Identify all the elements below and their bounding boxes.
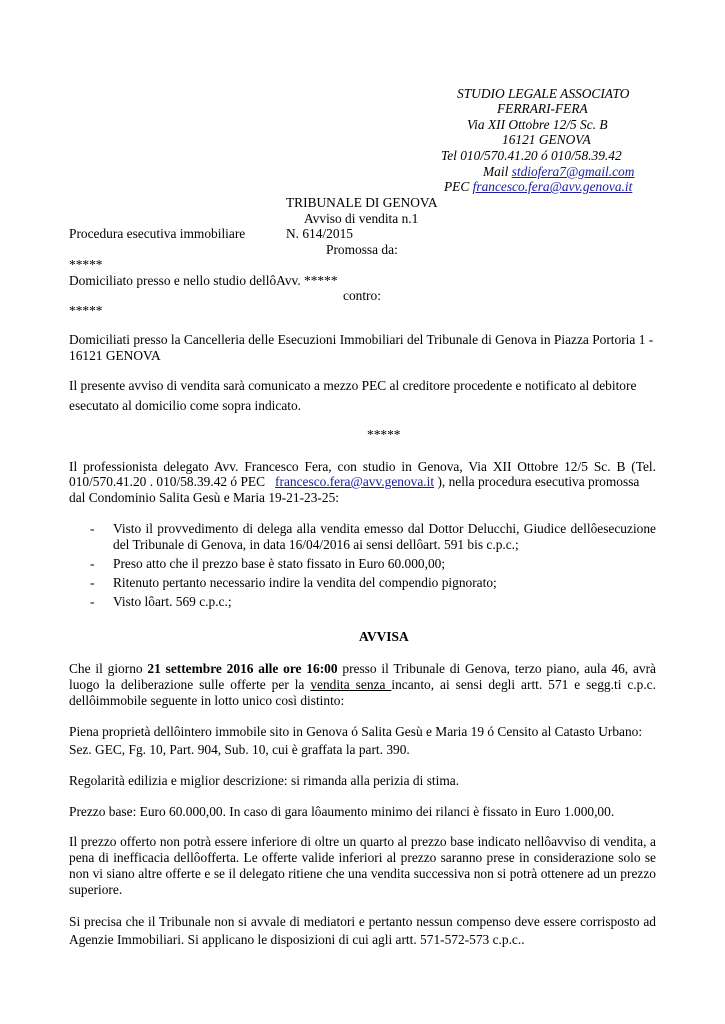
firm-mail	[483, 164, 634, 179]
bullet-dash: -	[90, 575, 95, 590]
offer-rules-line3: non vi siano altre offerte e se il delegato ritiene che una vendita successiva non si potrà ottenere ad un prezzo	[69, 866, 656, 881]
pec-label: PEC	[444, 179, 473, 194]
offer-rules-line2: pena di inefficacia dellôofferta. Le offerte valide inferiori al prezzo saranno prese in considerazione solo se	[69, 850, 656, 865]
delegate-line1: Il professionista delegato Avv. Francesco Fera, con studio in Genova, Via XII Ottobre 12/5 Sc. B (Tel.	[69, 459, 656, 474]
section-stars: *****	[367, 427, 401, 442]
auction-line3: dellôimmobile seguente in lotto unico così distinto:	[69, 693, 345, 708]
mail-label: Mail	[483, 164, 512, 179]
bullet-text-line1: Visto lôart. 569 c.p.c.;	[113, 594, 232, 609]
notice-paragraph-line2: esecutato al domicilio come sopra indicato.	[69, 398, 302, 413]
auction-line2-end: incanto, ai sensi degli artt. 571 e segg.ti c.p.c.	[391, 677, 656, 692]
bullet-text-line1: Preso atto che il prezzo base è stato fissato in Euro 60.000,00;	[113, 556, 446, 571]
debtor-domicile-line2: 16121 GENOVA	[69, 348, 161, 363]
property-line2: Sez. GEC, Fg. 10, Part. 904, Sub. 10, cui è graffata la part. 390.	[69, 742, 410, 757]
delegate-phones: 010/570.41.20 . 010/58.39.42 ó PEC	[69, 474, 266, 489]
property-line1: Piena proprietà dellôintero immobile sito in Genova ó Salita Gesù e Maria 19 ó Censito al Catasto Urbano:	[69, 724, 643, 739]
bullet-dash: -	[90, 594, 95, 609]
firm-address: Via XII Ottobre 12/5 Sc. B	[467, 117, 608, 132]
bullet-dash: -	[90, 556, 95, 571]
against-label: contro:	[343, 288, 381, 303]
creditor-domicile: Domiciliato presso e nello studio dellôAvv. *****	[69, 273, 338, 288]
court-title: TRIBUNALE DI GENOVA	[286, 195, 438, 210]
auction-place: presso il Tribunale di Genova, terzo piano, aula 46, avrà	[337, 661, 656, 676]
auction-line2-start: luogo la deliberazione sulle offerte per la	[69, 677, 311, 692]
offer-rules-line1: Il prezzo offerto non potrà essere inferiore di oltre un quarto al prezzo base indicato nellôavviso di vendita, a	[69, 834, 656, 849]
delegate-line2	[69, 474, 639, 489]
firm-pec	[444, 179, 632, 194]
bullet-text-line2: del Tribunale di Genova, in data 16/04/2016 ai sensi dellôart. 591 bis c.p.c.;	[113, 537, 519, 552]
mediators-line1: Si precisa che il Tribunale non si avvale di mediatori e pertanto nessun compenso deve essere corrisposto ad	[69, 914, 656, 929]
firm-partners: FERRARI-FERA	[497, 101, 588, 116]
delegate-pec-link[interactable]: francesco.fera@avv.genova.it	[275, 474, 435, 489]
base-price: Prezzo base: Euro 60.000,00. In caso di gara lôaumento minimo dei rilanci è fissato in Euro 1.000,00.	[69, 804, 615, 819]
auction-line2	[69, 677, 656, 692]
auction-date: 21 settembre 2016 alle ore 16:00	[147, 661, 338, 676]
auction-line1	[69, 661, 656, 676]
firm-name: STUDIO LEGALE ASSOCIATO	[457, 86, 630, 101]
notice-number: Avviso di vendita n.1	[304, 211, 419, 226]
pec-link[interactable]: francesco.fera@avv.genova.it	[472, 179, 633, 194]
mediators-line2: Agenzie Immobiliari. Si applicano le disposizioni di cui agli artt. 571-572-573 c.p.c..	[69, 932, 525, 947]
mail-link[interactable]: stdiofera7@gmail.com	[511, 164, 635, 179]
debtor-stars: *****	[69, 303, 103, 318]
firm-city: 16121 GENOVA	[502, 132, 591, 147]
delegate-line3: dal Condominio Salita Gesù e Maria 19-21-23-25:	[69, 490, 339, 505]
bullet-text-line1: Visto il provvedimento di delega alla vendita emesso dal Dottor Delucchi, Giudice dellôesecuzione	[113, 521, 656, 536]
offer-rules-line4: superiore.	[69, 882, 123, 897]
avvisa-heading: AVVISA	[359, 629, 409, 644]
building-regularity: Regolarità edilizia e miglior descrizione: si rimanda alla perizia di stima.	[69, 773, 460, 788]
bullet-dash: -	[90, 521, 95, 536]
notice-paragraph-line1: Il presente avviso di vendita sarà comunicato a mezzo PEC al creditore procedente e notificato al debitore	[69, 378, 637, 393]
firm-phone: Tel 010/570.41.20 ó 010/58.39.42	[441, 148, 622, 163]
auction-intro: Che il giorno	[69, 661, 148, 676]
delegate-line2-tail: ), nella procedura esecutiva promossa	[437, 474, 640, 489]
creditor-stars: *****	[69, 257, 103, 272]
promoted-by: Promossa da:	[326, 242, 398, 257]
procedure-label: Procedura esecutiva immobiliare	[69, 226, 246, 241]
auction-type: vendita senza	[310, 677, 392, 692]
procedure-number: N. 614/2015	[286, 226, 353, 241]
debtor-domicile-line1: Domiciliati presso la Cancelleria delle Esecuzioni Immobiliari del Tribunale di Genova in Piazza Portoria 1 -	[69, 332, 654, 347]
bullet-text-line1: Ritenuto pertanto necessario indire la vendita del compendio pignorato;	[113, 575, 497, 590]
